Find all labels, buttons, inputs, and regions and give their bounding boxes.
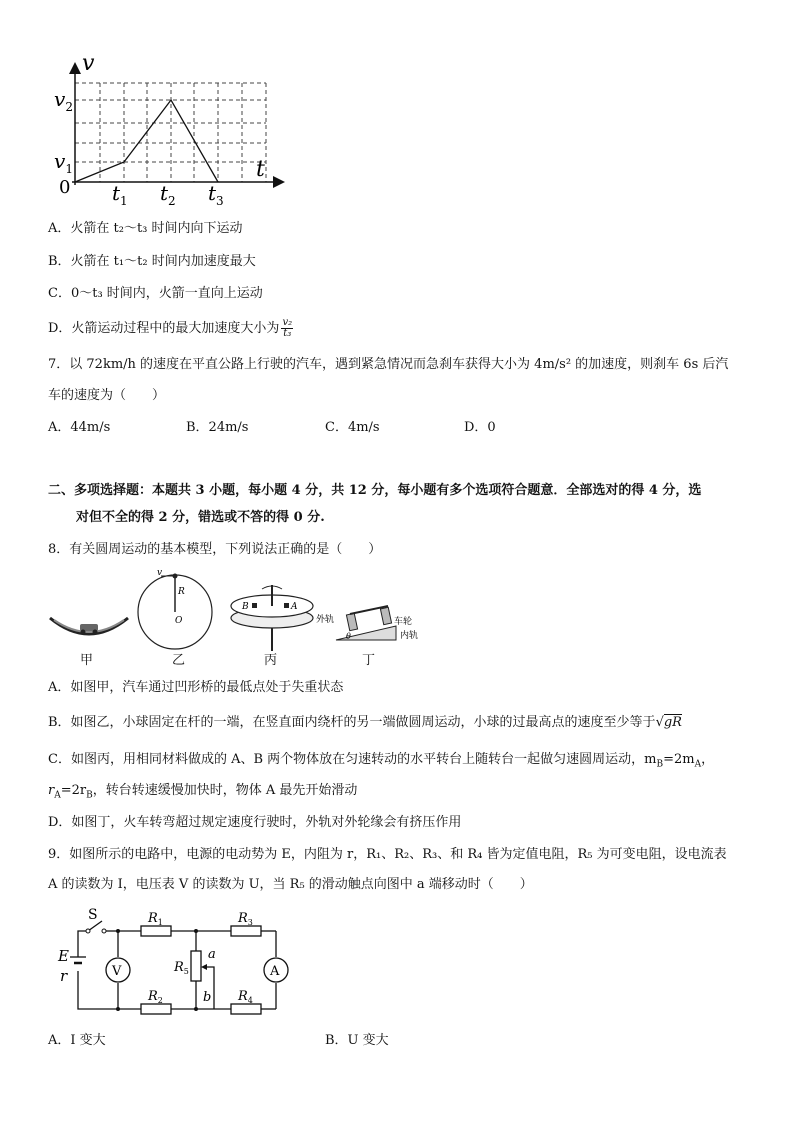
figure-label-bing: 丙: [264, 653, 278, 668]
figure-label-ding: 丁: [362, 653, 376, 668]
t2-label: $t_2$: [160, 181, 176, 208]
q9-option-a: A．I 变大: [48, 1033, 106, 1048]
q7-stem-line1: 7．以 72km/h 的速度在平直公路上行驶的汽车，遇到紧急情况而急刹车获得大小为 4m/s² 的加速度，则刹车 6s 后汽: [48, 357, 729, 372]
sqrt-radicand: gR: [663, 715, 682, 730]
t1-label: $t_1$: [112, 181, 128, 208]
t3-label: $t_3$: [208, 181, 224, 208]
q8-option-c-line2: $r_A=2r_B$，转台转速缓慢加快时，物体 A 最先开始滑动: [48, 783, 358, 801]
figure-yi-vertical-circle: [135, 570, 220, 652]
ball-icon: [173, 574, 178, 579]
svg-text:r: r: [60, 967, 68, 985]
v2-label: $v_2$: [54, 87, 73, 114]
q6-option-c: C．0～t₃ 时间内，火箭一直向上运动: [48, 286, 263, 301]
q9-stem-line1: 9．如图所示的电路中，电源的电动势为 E，内阻为 r，R₁、R₂、R₃、和 R₄ 皆为定值电阻，R₅ 为可变电阻，设电流表: [48, 847, 727, 862]
svg-text:A: A: [270, 964, 280, 979]
svg-text:B: B: [242, 602, 249, 612]
q7-option-c: C．4m/s: [325, 420, 380, 435]
sqrt-symbol: √: [655, 715, 664, 730]
t-axis-label: t: [256, 157, 265, 182]
origin-label: 0: [59, 177, 71, 198]
svg-text:b: b: [203, 990, 212, 1005]
section2-heading-line1: 二、多项选择题：本题共 3 小题，每小题 4 分，共 12 分，每小题有多个选项符合题意．全部选对的得 4 分，选: [48, 483, 702, 498]
block-b-icon: [252, 603, 257, 608]
q6-option-a: A．火箭在 t₂～t₃ 时间内向下运动: [48, 221, 243, 236]
q7-option-b: B．24m/s: [186, 420, 249, 435]
svg-text:v: v: [157, 570, 163, 578]
q8-option-c-line1: C．如图丙，用相同材料做成的 A、B 两个物体放在匀速转动的水平转台上随转台一起做匀速圆周运动，$m_B=2m_A$，: [48, 752, 715, 770]
svg-text:S: S: [88, 907, 98, 923]
q8-option-c-text2c: ，转台转速缓慢加快时，物体 A 最先开始滑动: [92, 783, 358, 798]
q6-option-d-text: D．火箭运动过程中的最大加速度大小为: [48, 321, 280, 336]
vt-graph: [50, 50, 290, 210]
v-axis-label: v: [82, 51, 95, 76]
figure-ding-train-turn: [316, 600, 426, 648]
q9-option-b: B．U 变大: [325, 1033, 389, 1048]
figure-jia-concave-bridge: [48, 600, 130, 650]
q7-option-d: D．0: [464, 420, 496, 435]
svg-text:A: A: [291, 602, 298, 612]
section2-heading-line2: 对但不全的得 2 分，错选或不答的得 0 分.: [76, 510, 325, 525]
q6-option-b: B．火箭在 t₁～t₂ 时间内加速度最大: [48, 254, 256, 269]
svg-text:R5: $R_5$: [174, 960, 189, 976]
q7-stem-line2: 车的速度为（ ）: [48, 388, 166, 403]
fraction-v2-t3: $\frac{\text{v₂}}{\text{t₃}}$: [282, 317, 293, 339]
graph-grid: [75, 83, 266, 182]
svg-text:O: O: [175, 616, 183, 626]
q9-circuit-diagram: [48, 905, 298, 1020]
q8-option-d: D．如图丁，火车转弯超过规定速度行驶时，外轨对外轮缘会有挤压作用: [48, 815, 462, 830]
svg-text:R2: $R_2$: [148, 989, 163, 1005]
svg-text:外轨: 外轨: [316, 615, 335, 625]
v1-label: $v_1$: [54, 149, 73, 176]
svg-text:E: E: [58, 947, 69, 965]
q8-option-b-text: B．如图乙，小球固定在杆的一端，在竖直面内绕杆的另一端做圆周运动，小球的过最高点的速度至少等于: [48, 715, 656, 730]
svg-text:θ: θ: [346, 632, 351, 641]
q7-option-a: A．44m/s: [48, 420, 111, 435]
svg-text:V: V: [112, 964, 122, 979]
q8-option-c-text2: r: [48, 783, 55, 798]
q8-option-c-text1: C．如图丙，用相同材料做成的 A、B 两个物体放在匀速转动的水平转台上随转台一起做匀速圆周运动，m: [48, 752, 657, 767]
q6-option-d: [48, 318, 293, 339]
figure-label-jia: 甲: [80, 653, 94, 668]
q8-option-b: [48, 714, 682, 732]
svg-text:R4: $R_4$: [238, 989, 253, 1005]
block-a-icon: [284, 603, 289, 608]
q9-stem-line2: A 的读数为 I，电压表 V 的读数为 U，当 R₅ 的滑动触点向图中 a 端移动时（ ）: [48, 877, 533, 892]
svg-text:R: R: [178, 587, 185, 597]
figure-bing-turntable: [228, 583, 316, 653]
svg-text:内轨: 内轨: [400, 631, 419, 641]
svg-text:R1: $R_1$: [148, 911, 163, 927]
q8-option-c-text1b: =2m: [663, 752, 695, 767]
svg-text:车轮: 车轮: [394, 617, 413, 627]
q8-option-c-text2b: =2r: [60, 783, 87, 798]
svg-text:a: a: [208, 947, 216, 962]
svg-text:R3: $R_3$: [238, 911, 253, 927]
q8-option-a: A．如图甲，汽车通过凹形桥的最低点处于失重状态: [48, 680, 344, 695]
q8-stem: 8．有关圆周运动的基本模型，下列说法正确的是（ ）: [48, 542, 382, 557]
figure-label-yi: 乙: [172, 653, 186, 668]
